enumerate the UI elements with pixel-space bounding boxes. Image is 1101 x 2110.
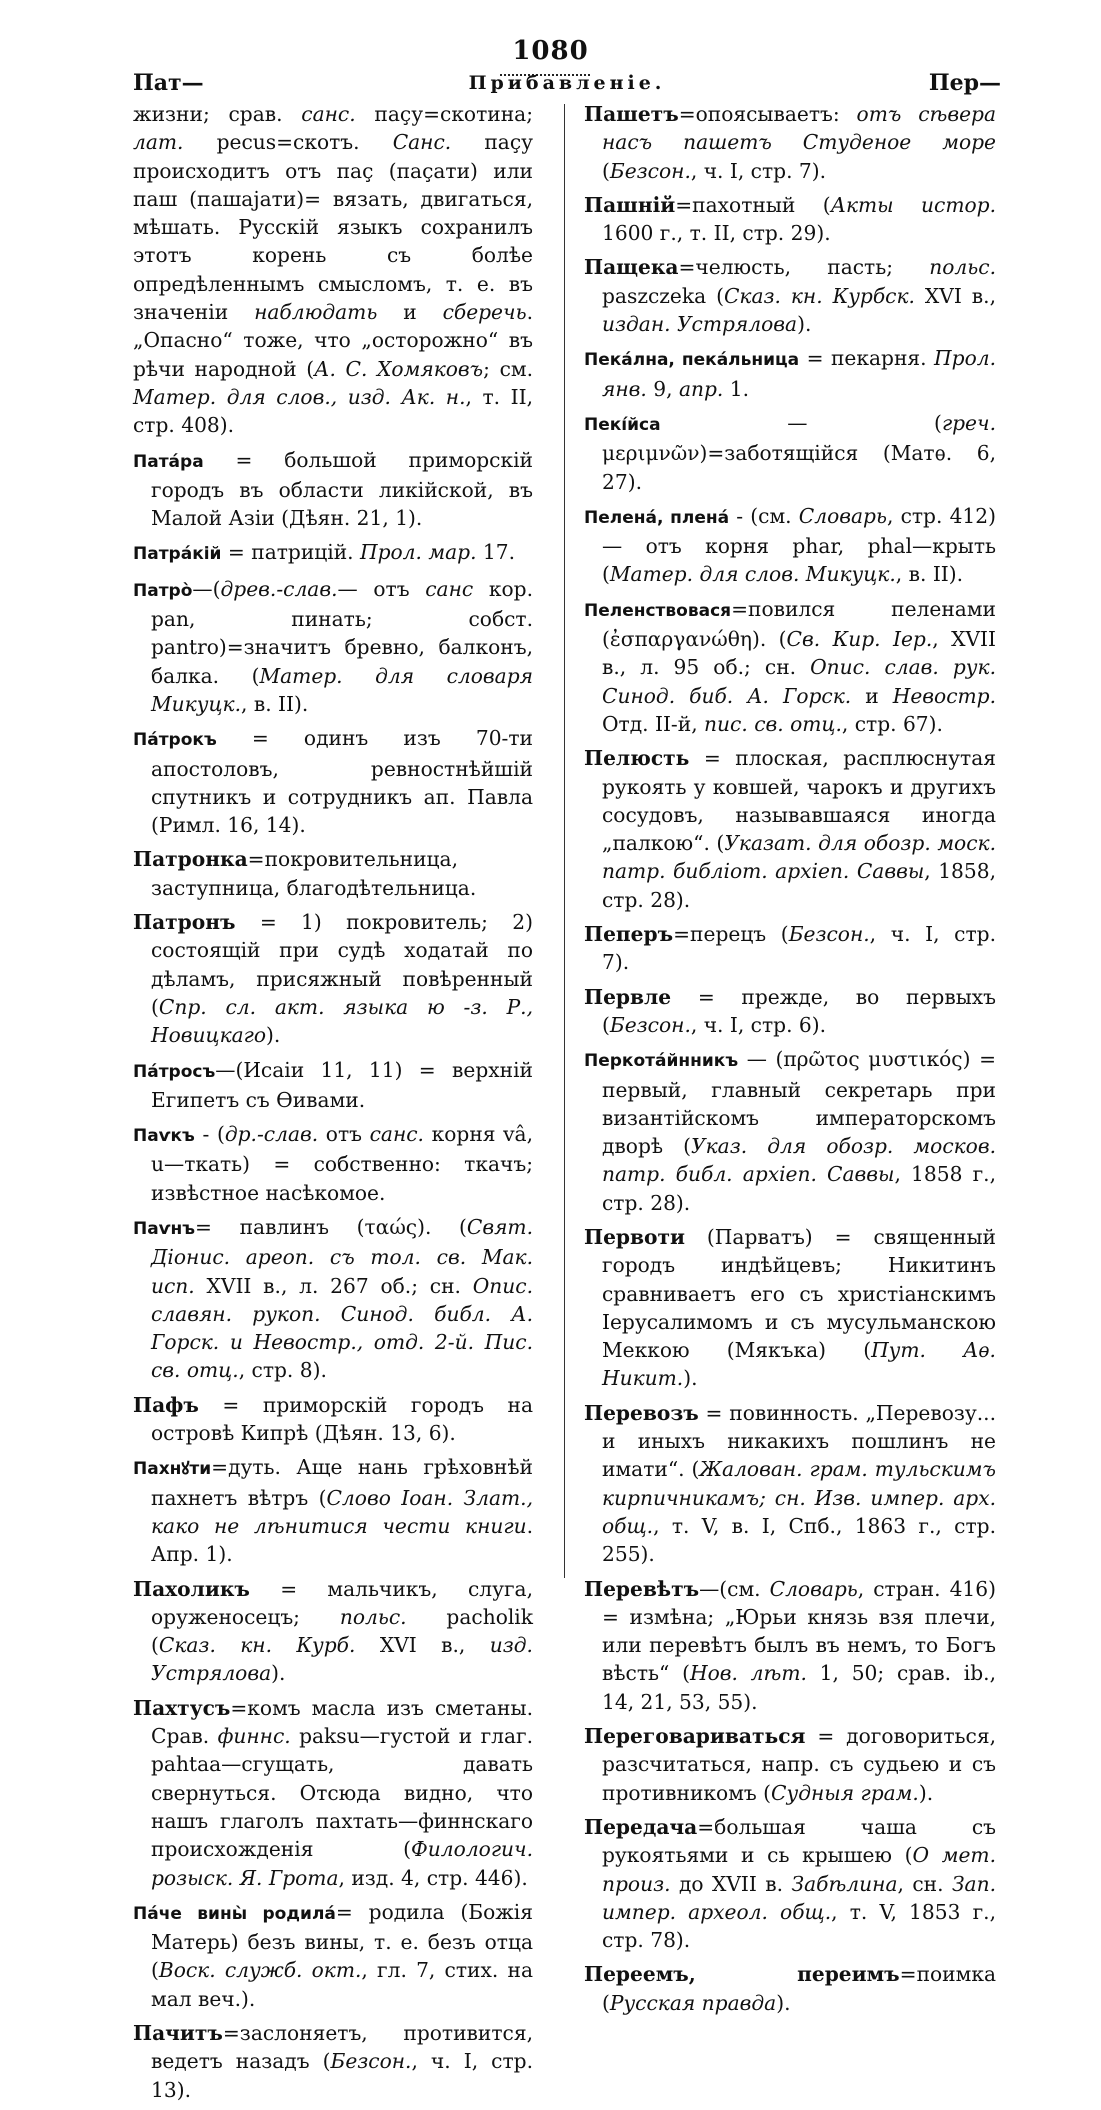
entry-headword: Пáче вины̀ родилá xyxy=(133,1903,336,1924)
entry-text: = плоская, расплюснутая рукоять у ковшей, чарокъ и другихъ сосудовъ, называвшаяся иногда „палкою“. ( xyxy=(602,746,996,856)
entry-text: = одинъ изъ 70-ти апостоловъ, ревностнѣйшій спутникъ и сотрудникъ ап. Павла (Римл. 16, 14). xyxy=(151,726,533,838)
dictionary-entry xyxy=(133,575,533,718)
entry-citation: санс xyxy=(425,576,474,601)
entry-headword: Патáра xyxy=(133,451,204,472)
entry-citation: наблюдать xyxy=(254,300,378,325)
entry-headword: Пелюсть xyxy=(584,746,690,771)
entry-citation: Воск. служб. окт. xyxy=(158,1958,362,1983)
entry-citation: Словарь xyxy=(769,1576,858,1601)
entry-headword: Пеленá, пленá xyxy=(584,507,730,528)
dictionary-entry xyxy=(584,983,996,1040)
entry-headword: Паѵнъ xyxy=(133,1218,196,1239)
dictionary-entry xyxy=(584,1722,996,1807)
entry-headword: Пекíйса xyxy=(584,414,661,435)
entry-citation: Акты истор. xyxy=(830,192,997,217)
dictionary-entry xyxy=(584,502,996,589)
dictionary-entry xyxy=(584,1399,996,1569)
entry-text: 1, 50; срав. ib., 14, 21, 53, 55). xyxy=(602,1661,996,1714)
entry-text: ). xyxy=(797,312,812,337)
dictionary-entry xyxy=(133,446,533,533)
entry-text: =дуть. Аще нань грѣховнѣй пахнетъ вѣтръ ( xyxy=(151,1455,533,1510)
entry-text: =большая чаша съ рукоятьями и сь крышею ( xyxy=(602,1814,996,1868)
entry-text: = 1) покровитель; 2) состоящій при судѣ ходатай по дѣламъ, присяжный повѣренный ( xyxy=(151,910,533,1019)
entry-headword: Первоти xyxy=(584,1224,685,1249)
dictionary-entry xyxy=(584,191,996,248)
dictionary-entry xyxy=(133,1056,533,1115)
dictionary-entry xyxy=(584,100,996,185)
entry-citation: Судныя грам. xyxy=(771,1780,919,1805)
entry-text: —( xyxy=(192,576,221,601)
dictionary-entry xyxy=(133,1213,533,1385)
entry-citation: Безсон. xyxy=(330,2049,412,2074)
entry-text: = повинность. „Перевозу... и иныхъ никакихъ пошлинъ не имати“. ( xyxy=(602,1400,996,1482)
entry-text: жизни; срав. xyxy=(133,102,302,126)
entry-text: = договориться, разсчитаться, напр. съ судьею и съ противникомъ ( xyxy=(602,1724,996,1805)
entry-headword: Патронъ xyxy=(133,910,236,935)
entry-text: паçу происходитъ отъ паç (паçати) или паш (пашаjати)= вязать, двигаться, мѣшать. Русскій языкъ сохранилъ этотъ корень съ болѣе опредѣленнымъ смысломъ, т. е. въ значеніи xyxy=(133,130,534,325)
entry-headword: Пахтусъ xyxy=(133,1695,231,1720)
entry-text: — (πρῶτος μυστικός) = первый, главный секретарь при византійскомъ императорскомъ дворѣ ( xyxy=(602,1047,996,1159)
entry-text: — ( xyxy=(660,410,942,435)
entry-text: Отд. II-й, xyxy=(602,711,705,736)
entry-headword: Пафъ xyxy=(133,1392,199,1417)
entry-text: , 1858 г., стр. 28). xyxy=(602,1162,996,1215)
entry-text: до XVII в. xyxy=(670,1871,792,1896)
entry-citation: Матер. для слов., изд. Ак. н. xyxy=(133,384,466,409)
entry-text: паçу=скотина; xyxy=(355,102,533,126)
entry-citation: Русская правда xyxy=(609,1990,777,2015)
entry-text: =опоясываетъ: xyxy=(678,102,857,126)
entry-text: paszczeka ( xyxy=(602,283,724,308)
entry-text: , стран. 416) = измѣна; „Юрьи князь взя плечи, или перевѣтъ былъ въ немъ, то Богъ вѣсть“ ( xyxy=(602,1576,996,1686)
entry-citation: Безсон. xyxy=(609,1012,691,1037)
dictionary-entry xyxy=(584,1223,996,1393)
entry-text: - (см. xyxy=(729,503,799,528)
entry-headword: Переемъ, переимъ xyxy=(584,1962,900,1987)
entry-text: = большой приморскій городъ въ области ликійской, въ Малой Азіи (Дѣян. 21, 1). xyxy=(151,447,533,531)
entry-citation: Словарь xyxy=(798,503,887,528)
entry-citation: Филологич. розыск. Я. Грота xyxy=(151,1837,533,1890)
entry-citation: Прол. мар. xyxy=(360,540,477,565)
dictionary-entry xyxy=(133,1120,533,1207)
entry-headword: Пащека xyxy=(584,255,679,280)
entry-citation: Сказ. кн. Курбск. xyxy=(723,283,915,308)
dictionary-entry xyxy=(584,409,996,496)
running-head-left: Пат— xyxy=(133,70,204,96)
entry-citation: изд. Устрялова xyxy=(151,1633,533,1686)
entry-citation: греч. xyxy=(941,410,996,435)
entry-citation: издан. Устрялова xyxy=(602,312,798,337)
dictionary-entry xyxy=(133,100,533,440)
entry-text: , в. II). xyxy=(241,691,309,716)
entry-citation: Безсон. xyxy=(609,158,691,183)
entry-text: (Парватъ) = священный городъ индѣйцевъ; Никитинъ сравниваетъ его съ христіанскимъ Іерусалимомъ и съ мусульманскою Меккою (Мякъка) ( xyxy=(602,1224,996,1363)
entry-text: , ч. I, стр. 13). xyxy=(151,2049,533,2102)
entry-text: =пахотный ( xyxy=(675,192,831,217)
entry-citation: Зап. импер. археол. общ. xyxy=(602,1871,997,1924)
entry-headword: Пачитъ xyxy=(133,2021,223,2045)
entry-headword: Переговариваться xyxy=(584,1724,806,1749)
entry-headword: Пекáлна, пекáльница xyxy=(584,350,800,371)
entry-text: = мальчикъ, слуга, оруженосецъ; xyxy=(151,1576,533,1629)
entry-text: —(Исаіи 11, 11) = верхній Египетъ съ Ѳивами. xyxy=(151,1057,533,1112)
entry-text: , изд. 4, стр. 446). xyxy=(338,1865,528,1890)
entry-text: , ч. I, стр. 7). xyxy=(602,922,996,975)
entry-headword: Патрáкій xyxy=(133,544,222,565)
entry-headword: Пахоликъ xyxy=(133,1576,250,1601)
entry-text: корня vâ, u—ткать) = собственно: ткачъ; извѣстное насѣкомое. xyxy=(151,1122,534,1205)
entry-text: = пекарня. xyxy=(799,346,935,371)
dictionary-entry xyxy=(584,1960,996,2017)
entry-text: =поимка ( xyxy=(602,1962,996,2015)
entry-citation: лат. xyxy=(133,130,184,155)
dictionary-entry xyxy=(584,1813,996,1954)
entry-headword: Пашетъ xyxy=(584,102,679,126)
entry-text: , ч. I, стр. 6). xyxy=(690,1012,827,1037)
entry-text: , т. V, в. I, Спб., 1863 г., стр. 255). xyxy=(602,1513,996,1567)
entry-citation: Слово Іоан. Злат., како не лѣнитися чести книги xyxy=(151,1485,533,1538)
entry-citation: Указ. для обозр. москов. патр. библ. архіеп. Саввы xyxy=(602,1134,996,1187)
entry-citation: Жалован. грам. тульскимъ кирпичникамъ; сн. Изв. импер. арх. общ. xyxy=(602,1457,996,1538)
entry-text: и xyxy=(377,300,443,325)
entry-text: , сн. xyxy=(897,1871,952,1896)
entry-text: = патрицій. xyxy=(221,540,360,565)
entry-citation: Сказ. кн. Курб. xyxy=(158,1633,356,1658)
entry-text: ). xyxy=(918,1780,934,1805)
entry-text: и xyxy=(851,683,893,708)
entry-text: , т. V, 1853 г., стр. 78). xyxy=(602,1899,996,1953)
entry-text: paksu—густой и глаг. pahtaa—сгущать, давать свернуться. Отсюда видно, что нашъ глаголъ пахтать—финнскаго происхожденія ( xyxy=(151,1724,534,1862)
entry-text: = павлинъ (ταώς). ( xyxy=(195,1214,467,1239)
entry-headword: Патрò xyxy=(133,580,193,601)
entry-text: XVI в., xyxy=(914,283,997,308)
entry-citation: финнс. xyxy=(217,1724,291,1749)
dictionary-entry xyxy=(133,908,533,1049)
entry-citation: Спр. сл. акт. языка ю -з. Р., Новицкаго xyxy=(151,994,533,1048)
entry-text: XVI в., xyxy=(355,1633,490,1658)
dictionary-entry xyxy=(584,253,996,338)
entry-text: pacholik ( xyxy=(151,1604,533,1658)
left-column xyxy=(133,100,533,2110)
entry-citation: Св. Кир. Іер. xyxy=(786,627,933,652)
dictionary-entry xyxy=(584,344,996,403)
entry-text: ). xyxy=(266,1023,281,1048)
dictionary-entry xyxy=(133,538,533,568)
entry-citation: Безсон. xyxy=(788,922,870,947)
entry-text: =повился пеленами (ἐσπαργανώθη). ( xyxy=(602,596,996,652)
entry-headword: Перевѣтъ xyxy=(584,1576,700,1601)
entry-text: =перецъ ( xyxy=(673,922,789,947)
entry-text: ). xyxy=(683,1366,698,1391)
entry-citation: Матер. для словаря Микуцк. xyxy=(151,663,533,716)
entry-text: , гл. 7, стих. на мал веч.). xyxy=(151,1958,533,2011)
dictionary-entry xyxy=(133,845,533,902)
dictionary-entry xyxy=(584,744,996,914)
entry-citation: Указат. для обозр. моск. патр. библіот. архіеп. Саввы xyxy=(602,831,996,884)
entry-headword: Перкотáйнникъ xyxy=(584,1051,739,1072)
entry-text: 17. xyxy=(476,540,516,565)
entry-headword: Паѵкъ xyxy=(133,1126,195,1147)
entry-text: , т. II, стр. 408). xyxy=(133,384,533,438)
entry-text: 1600 г., т. II, стр. 29). xyxy=(602,221,831,246)
entry-text: - ( xyxy=(194,1122,225,1147)
entry-text: =комъ масла изъ сметаны. Срав. xyxy=(151,1695,533,1749)
dictionary-entry xyxy=(584,595,996,738)
entry-citation: Опис. славян. рукоп. Синод. библ. А. Горск. и Невостр., отд. 2-й. Пис. св. отц. xyxy=(151,1273,533,1383)
entry-headword: Первле xyxy=(584,984,672,1009)
right-column xyxy=(584,100,996,2023)
entry-headword: Передача xyxy=(584,1814,698,1839)
entry-citation: пис. св. отц. xyxy=(704,711,842,736)
entry-text: ( xyxy=(602,158,610,183)
entry-text: — отъ xyxy=(337,576,426,601)
entry-text: кор. pan, пинать; собст. pantro)=значитъ бревно, балконъ, балка. ( xyxy=(151,576,533,688)
entry-citation: отъ сѣвера насъ пашетъ Студеное море xyxy=(602,102,996,155)
entry-headword: Пеперъ xyxy=(584,922,674,947)
entry-text: , ч. I, стр. 7). xyxy=(690,158,827,183)
entry-text: 9, xyxy=(646,376,679,401)
entry-text: , XVII в., л. 95 об.; сн. xyxy=(602,627,996,680)
entry-headword: Пáтросъ xyxy=(133,1061,216,1082)
entry-text: ; см. xyxy=(483,356,533,381)
entry-text: , стр. 67). xyxy=(841,711,943,736)
entry-citation: польс. xyxy=(339,1604,407,1629)
entry-text: отъ xyxy=(318,1122,370,1147)
entry-citation: апр. xyxy=(678,376,724,401)
entry-citation: Свят. Діонис. ареоп. съ тол. св. Мак. исп. xyxy=(151,1214,533,1298)
entry-text: ). xyxy=(271,1661,286,1686)
entry-headword: Пáтрокъ xyxy=(133,730,217,751)
entry-citation: О мет. произ. xyxy=(602,1843,996,1896)
entry-citation: др.-слав. xyxy=(224,1122,319,1147)
dictionary-entry xyxy=(133,724,533,839)
entry-citation: сберечь xyxy=(442,300,527,325)
entry-citation: Санс. xyxy=(392,130,452,155)
column-divider xyxy=(564,104,565,1578)
page-number: 1080 xyxy=(512,36,589,66)
entry-headword: Пахнꙋти xyxy=(133,1459,212,1480)
entry-citation: Нов. лѣт. xyxy=(689,1661,807,1686)
entry-headword: Пашній xyxy=(584,192,676,217)
entry-text: 1. xyxy=(723,376,750,401)
entry-headword: Патронка xyxy=(133,847,248,872)
entry-text: , 1858, стр. 28). xyxy=(602,859,996,912)
running-header xyxy=(133,70,1001,100)
entry-text: XVII в., л. 267 об.; сн. xyxy=(194,1273,473,1298)
entry-citation: Матер. для слов. Микуцк. xyxy=(609,562,896,587)
entry-text: μεριμνῶν)=заботящійся (Матѳ. 6, 27). xyxy=(602,441,996,494)
dictionary-entry xyxy=(584,1045,996,1217)
entry-text: = приморскій городъ на островѣ Кипрѣ (Дѣян. 13, 6). xyxy=(151,1392,533,1446)
entry-citation: Забѣлина xyxy=(791,1871,898,1896)
dictionary-entry xyxy=(133,2019,533,2104)
entry-text: =покровительница, заступница, благодѣтельница. xyxy=(151,847,477,900)
entry-citation: Невостр. xyxy=(892,683,996,708)
entry-citation: польс. xyxy=(929,255,996,280)
entry-text: . „Опасно“ тоже, что „осторожно“ въ рѣчи народной ( xyxy=(133,300,533,381)
dictionary-entry xyxy=(133,1575,533,1688)
entry-citation: санс. xyxy=(301,102,356,126)
entry-text: , в. II). xyxy=(895,562,964,587)
entry-text: = прежде, во первыхъ ( xyxy=(602,984,996,1037)
entry-text: , стр. 412) — отъ корня phar, phal—крыть ( xyxy=(602,503,996,587)
entry-text: . Апр. 1). xyxy=(151,1513,533,1567)
dictionary-entry xyxy=(584,920,996,977)
entry-text: =заслоняетъ, противится, ведетъ назадъ ( xyxy=(151,2021,533,2074)
dictionary-entry xyxy=(133,1453,533,1568)
entry-text: = родила (Божія Матерь) безъ вины, т. е. безъ отца ( xyxy=(151,1899,534,1983)
entry-citation: санс. xyxy=(369,1122,424,1147)
entry-text: =челюсть, пасть; xyxy=(678,255,930,280)
entry-text: —(см. xyxy=(699,1576,770,1601)
entry-citation: Пут. Аѳ. Никит. xyxy=(602,1338,996,1391)
entry-headword: Перевозъ xyxy=(584,1400,699,1425)
section-title: Прибавленіе. xyxy=(468,72,666,94)
dictionary-entry xyxy=(133,1898,533,2013)
entry-citation: А. С. Хомяковъ xyxy=(314,356,484,381)
dictionary-entry xyxy=(133,1694,533,1892)
entry-citation: Опис. слав. рук. Синод. биб. А. Горск. xyxy=(602,655,996,708)
dictionary-entry xyxy=(133,1391,533,1448)
entry-citation: древ.-слав. xyxy=(220,576,338,601)
entry-headword: Пеленствовася xyxy=(584,600,732,621)
entry-text: , стр. 8). xyxy=(238,1358,327,1383)
entry-citation: Прол. янв. xyxy=(602,346,996,401)
running-head-right: Пер— xyxy=(928,70,1001,96)
entry-text: pecus=скотъ. xyxy=(183,130,393,155)
entry-text: ). xyxy=(776,1990,791,2015)
dictionary-entry xyxy=(584,1575,996,1716)
